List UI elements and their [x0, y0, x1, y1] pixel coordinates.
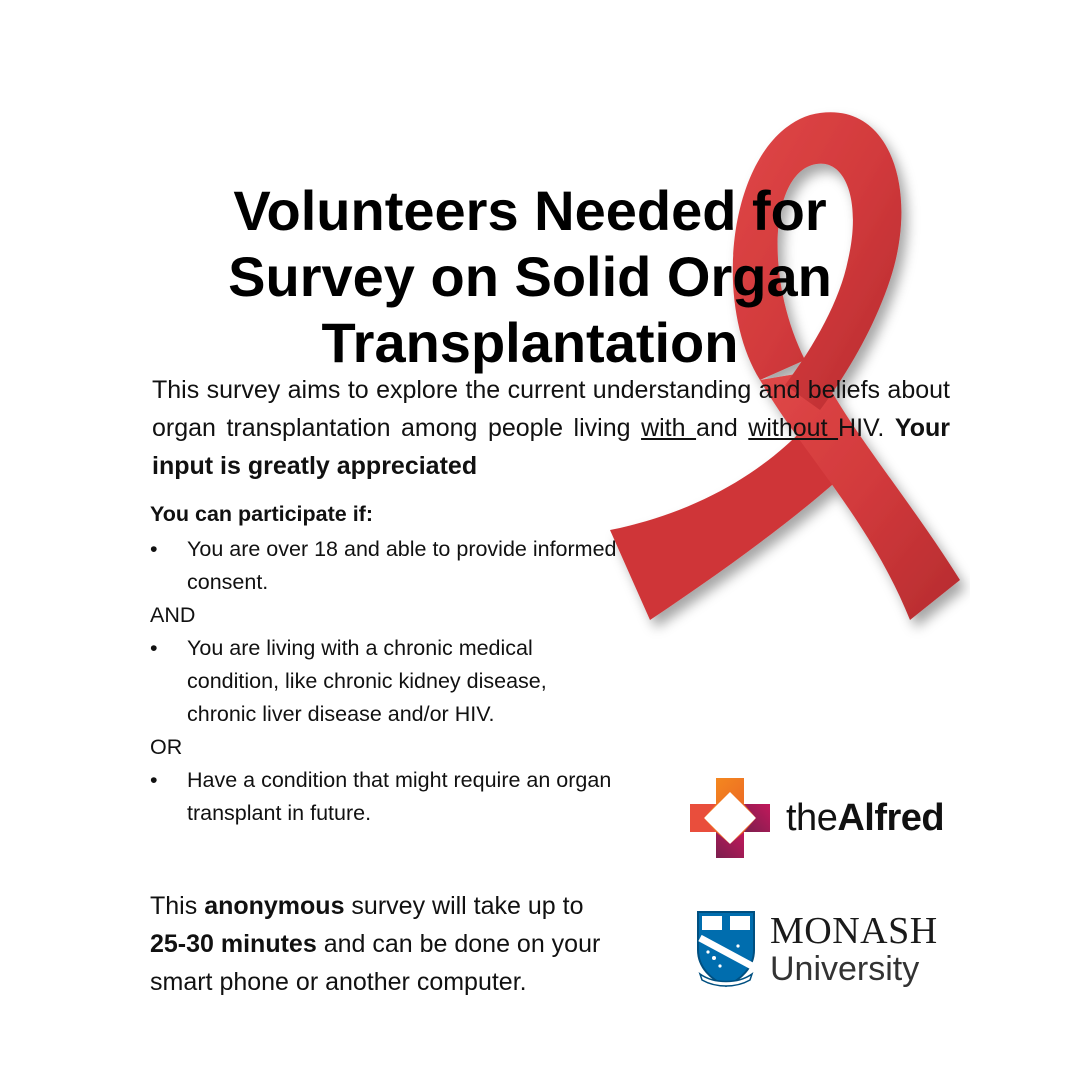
- alfred-name: Alfred: [837, 796, 945, 839]
- monash-shield-icon: [694, 908, 758, 990]
- criteria-text: You are over 18 and able to provide informed consent.: [187, 537, 617, 594]
- intro-text: This survey aims to explore the current understanding and beliefs about organ transplantation among people living: [152, 376, 950, 442]
- monash-sub: University: [770, 950, 920, 988]
- alfred-logo: [690, 778, 970, 858]
- poster-title: [120, 178, 940, 376]
- criteria-text: You are living with a chronic medical condition, like chronic kidney disease, chronic liver disease and/or HIV.: [187, 636, 547, 726]
- intro-text-and: and: [696, 414, 749, 442]
- duration-bold-anonymous: anonymous: [204, 892, 345, 920]
- bullet-icon: •: [150, 636, 158, 660]
- bullet-icon: •: [150, 768, 158, 792]
- criteria-heading: You can participate if:: [150, 502, 373, 526]
- intro-text-hiv: HIV.: [838, 414, 895, 442]
- criteria-and: AND: [150, 603, 196, 627]
- title-line-3: Transplantation: [321, 310, 739, 374]
- criteria-text: Have a condition that might require an organ transplant in future.: [187, 768, 612, 825]
- criteria-item: [150, 533, 620, 599]
- eligibility-criteria: [150, 498, 620, 830]
- criteria-list: [150, 764, 620, 830]
- duration-text: This: [150, 892, 205, 920]
- monash-logo: [694, 908, 974, 990]
- duration-text: and can be done on your smart phone or another computer.: [150, 930, 601, 996]
- monash-name: MONASH: [770, 910, 938, 952]
- intro-underline-without: without: [748, 414, 839, 442]
- survey-duration-note: [150, 887, 620, 1001]
- intro-bold-appreciation: Your input is greatly appreciated: [152, 414, 950, 480]
- alfred-cross-icon: [690, 778, 770, 858]
- criteria-item: [150, 632, 620, 731]
- alfred-wordmark: [786, 797, 944, 840]
- bullet-icon: •: [150, 537, 158, 561]
- criteria-or: OR: [150, 735, 183, 759]
- criteria-list: [150, 632, 620, 731]
- criteria-item: [150, 764, 620, 830]
- intro-underline-with: with: [641, 414, 697, 442]
- duration-bold-minutes: 25-30 minutes: [150, 930, 317, 958]
- monash-wordmark: [770, 912, 938, 986]
- intro-paragraph: [152, 371, 950, 485]
- alfred-prefix: the: [786, 796, 838, 839]
- criteria-list: [150, 533, 620, 599]
- duration-text: survey will take up to: [344, 892, 584, 920]
- title-line-2: Survey on Solid Organ: [228, 244, 832, 308]
- title-line-1: Volunteers Needed for: [233, 178, 827, 242]
